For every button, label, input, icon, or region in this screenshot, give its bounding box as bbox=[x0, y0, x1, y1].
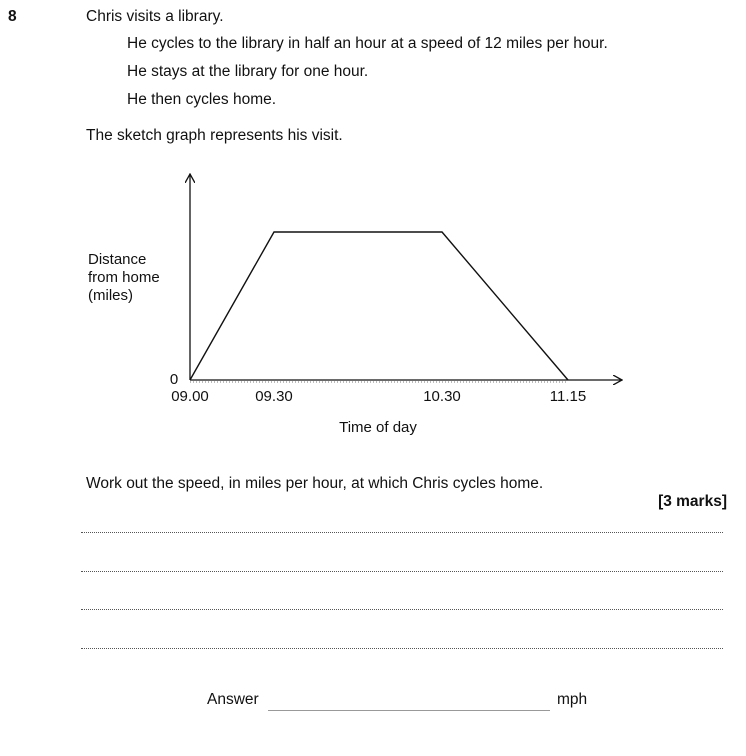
y-axis-label-line-1: Distance bbox=[88, 251, 147, 268]
working-line-4[interactable] bbox=[81, 648, 723, 649]
y-tick-label-0: 0 bbox=[169, 371, 179, 388]
x-tick-label-09-30: 09.30 bbox=[255, 388, 293, 405]
marks-label: [3 marks] bbox=[658, 493, 727, 510]
question-number: 8 bbox=[8, 8, 17, 25]
question-line-1: He cycles to the library in half an hour at a speed of 12 miles per hour. bbox=[127, 35, 608, 52]
question-line-3: He then cycles home. bbox=[127, 91, 277, 108]
working-line-2[interactable] bbox=[81, 571, 723, 572]
x-tick-label-11-15: 11.15 bbox=[549, 388, 587, 405]
x-tick-label-09-00: 09.00 bbox=[171, 388, 209, 405]
answer-unit: mph bbox=[557, 691, 588, 708]
working-line-3[interactable] bbox=[81, 609, 723, 610]
graph-caption: The sketch graph represents his visit. bbox=[86, 127, 343, 144]
answer-label: Answer bbox=[207, 691, 259, 708]
question-line-2: He stays at the library for one hour. bbox=[127, 63, 369, 80]
working-line-1[interactable] bbox=[81, 532, 723, 533]
x-tick-label-10-30: 10.30 bbox=[423, 388, 461, 405]
x-axis-label: Time of day bbox=[339, 419, 417, 436]
y-axis-label-line-3: (miles) bbox=[88, 287, 133, 304]
y-axis-label-line-2: from home bbox=[88, 269, 160, 286]
question-intro: Chris visits a library. bbox=[86, 8, 224, 25]
answer-input-line[interactable] bbox=[268, 710, 550, 711]
question-prompt: Work out the speed, in miles per hour, at which Chris cycles home. bbox=[86, 475, 544, 492]
distance-time-line bbox=[190, 232, 568, 380]
